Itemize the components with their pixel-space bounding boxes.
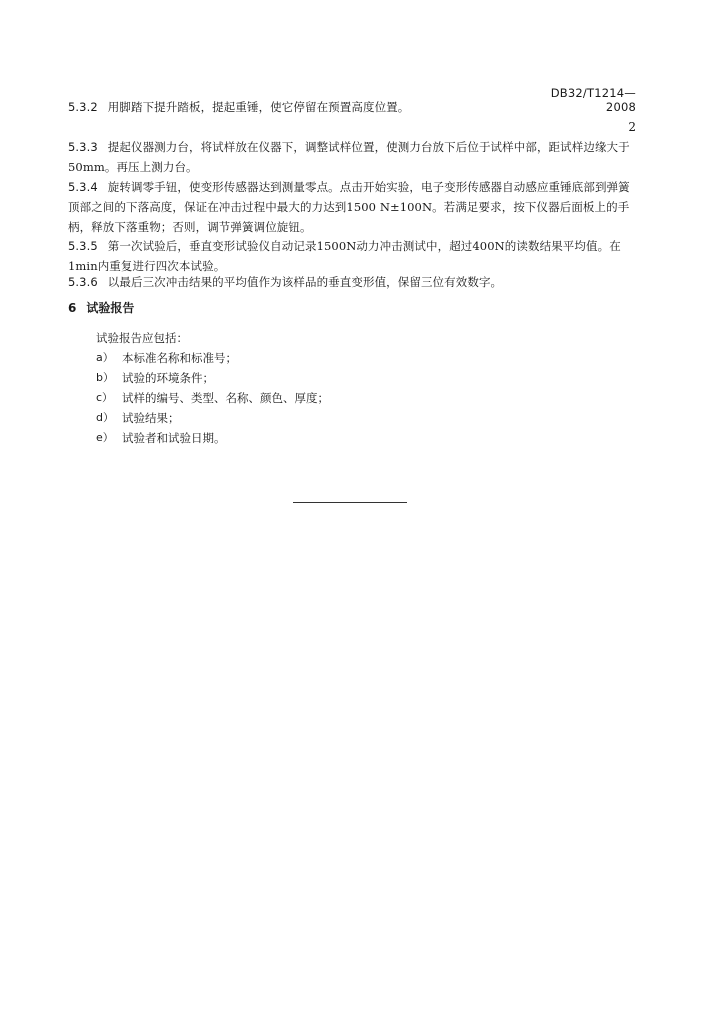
list-item	[96, 388, 329, 408]
section-6-heading	[68, 299, 134, 316]
clause-text: 用脚踏下提升踏板，提起重锤，使它停留在预置高度位置。	[107, 100, 410, 114]
end-of-document-rule	[293, 502, 407, 503]
clause-number: 5.3.5	[68, 239, 98, 253]
clause-5-3-4	[68, 177, 640, 237]
clause-text: 以最后三次冲击结果的平均值作为该样品的垂直变形值，保留三位有效数字。	[107, 275, 503, 289]
section-title: 试验报告	[86, 301, 135, 315]
clause-number: 5.3.4	[68, 180, 98, 194]
clause-number: 5.3.2	[68, 100, 98, 114]
page-number: 2	[628, 120, 636, 134]
report-item-list	[96, 348, 329, 448]
report-intro: 试验报告应包括：	[96, 331, 188, 345]
list-item-text: 试验者和试验日期。	[122, 431, 226, 445]
list-item	[96, 348, 329, 368]
list-item-text: 试验的环境条件；	[122, 371, 214, 385]
list-marker: b）	[96, 371, 114, 384]
clause-5-3-3	[68, 137, 640, 177]
clause-text: 旋转调零手钮，使变形传感器达到测量零点。点击开始实验，电子变形传感器自动感应重锤底部到弹簧顶部之间的下落高度，保证在冲击过程中最大的力达到1500 N±100N。若满足要求，按下仪器后面板上的手柄，释放下落重物；否则，调节弹簧调位旋钮。	[68, 180, 630, 234]
clause-number: 5.3.3	[68, 140, 98, 154]
list-marker: a）	[96, 351, 114, 364]
list-marker: c）	[96, 391, 114, 404]
list-item	[96, 368, 329, 388]
clause-5-3-2	[68, 97, 640, 117]
list-item	[96, 408, 329, 428]
list-item	[96, 428, 329, 448]
section-number: 6	[68, 301, 77, 315]
clause-5-3-6	[68, 272, 640, 292]
clause-text: 提起仪器测力台，将试样放在仪器下，调整试样位置，使测力台放下后位于试样中部，距试样边缘大于50mm。再压上测力台。	[68, 140, 630, 174]
clause-number: 5.3.6	[68, 275, 98, 289]
list-marker: d）	[96, 411, 114, 424]
clause-5-3-5	[68, 236, 640, 276]
clause-text: 第一次试验后，垂直变形试验仪自动记录1500N动力冲击测试中，超过400N的读数结果平均值。在1min内重复进行四次本试验。	[68, 239, 621, 273]
list-item-text: 本标准名称和标准号；	[122, 351, 237, 365]
standard-code: DB32/T1214—2008	[550, 86, 636, 114]
list-item-text: 试样的编号、类型、名称、颜色、厚度；	[122, 391, 329, 405]
list-marker: e）	[96, 431, 114, 444]
list-item-text: 试验结果；	[122, 411, 180, 425]
